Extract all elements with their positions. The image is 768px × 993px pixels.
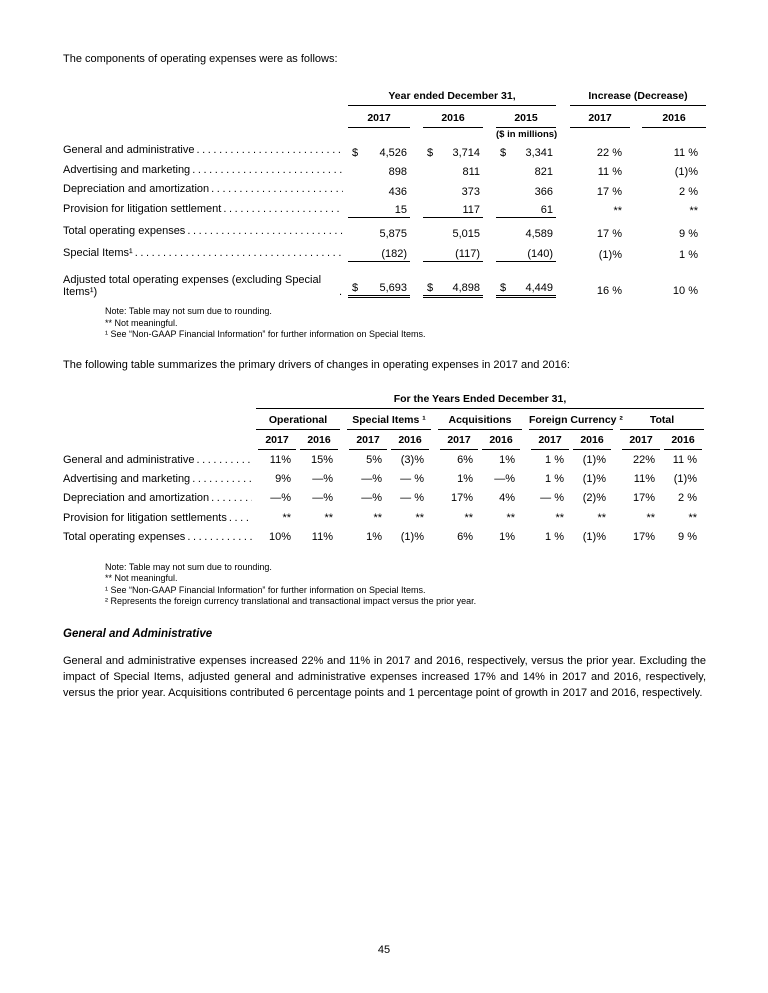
percent-cell: (2)% xyxy=(582,492,606,505)
percent-cell: ** xyxy=(506,511,515,524)
footnote-line: Note: Table may not sum due to rounding. xyxy=(105,306,272,317)
table-row-special-items xyxy=(63,243,706,263)
money-cell: 366 xyxy=(534,185,553,198)
footnote-line: ¹ See “Non-GAAP Financial Information” for further information on Special Items. xyxy=(105,584,426,595)
table2-span-header-row xyxy=(63,393,706,409)
percent-cell: 6% xyxy=(457,530,473,543)
money-cell: 15 xyxy=(348,199,410,219)
dot-leader xyxy=(190,473,252,485)
percent-cell: 9 % xyxy=(678,530,697,543)
money-cell: 5,015 xyxy=(452,227,480,240)
percent-cell: (1)% xyxy=(582,530,606,543)
dot-leader xyxy=(185,531,252,543)
percent-cell: — % xyxy=(400,473,424,486)
increase-cell: 9 % xyxy=(679,227,698,240)
percent-cell: 17% xyxy=(632,492,655,505)
dot-leader xyxy=(190,164,343,176)
row-label: Special Items¹ ..... xyxy=(63,247,348,259)
percent-cell: 6% xyxy=(457,453,473,466)
increase-cell: 11 % xyxy=(597,166,622,179)
percent-cell: 11% xyxy=(269,453,291,466)
operating-expenses-table xyxy=(63,90,706,298)
money-cell: 436 xyxy=(388,185,407,198)
money-cell: 5,875 xyxy=(379,227,407,240)
body-paragraph: General and administrative expenses increased 22% and 11% in 2017 and 2016, respectively, versus the prior year. Excluding the impact of Special Items, adjusted general and administrative expenses increased 17% and 14% in 2017 and 2016, respectively, versus the prior year. Acquisitions contributed 6 percentage points and 1 percentage point of growth in 2017 and 2016, respectively. xyxy=(63,654,706,699)
money-cell: $ 3,714 xyxy=(427,146,480,159)
percent-cell: 1 % xyxy=(545,530,564,543)
increase-cell: ** xyxy=(613,205,622,218)
table-row xyxy=(63,179,706,199)
page-content xyxy=(63,52,706,702)
table2-group-header-row xyxy=(63,414,706,430)
table2-year-header-row xyxy=(63,434,706,450)
table-row-adjusted-total xyxy=(63,266,706,298)
increase-cell: 1 % xyxy=(679,249,698,262)
money-cell: 4,589 xyxy=(525,227,553,240)
table2-footnotes xyxy=(105,562,706,608)
percent-cell: 1 % xyxy=(545,473,564,486)
year-col: 2017 xyxy=(440,434,478,450)
row-label: Advertising and marketing ..... xyxy=(63,473,256,485)
year-col: 2017 xyxy=(258,434,296,450)
table1-col-2016: 2016 xyxy=(423,112,483,128)
increase-cell: 17 % xyxy=(596,227,622,240)
table-row-total xyxy=(63,221,706,241)
year-col: 2017 xyxy=(349,434,387,450)
table1-footnotes xyxy=(105,306,706,341)
percent-cell: ** xyxy=(282,511,291,524)
row-label: General and administrative ..... xyxy=(63,144,348,156)
percent-cell: ** xyxy=(688,511,697,524)
row-label: Provision for litigation settlement ..... xyxy=(63,203,348,215)
footnote-line: ** Not meaningful. xyxy=(105,317,178,328)
year-col: 2016 xyxy=(391,434,429,450)
expense-drivers-table xyxy=(63,393,706,546)
footnote-line: ¹ See “Non-GAAP Financial Information” for further information on Special Items. xyxy=(105,329,426,340)
money-cell: 61 xyxy=(496,199,556,219)
money-cell: 373 xyxy=(461,185,480,198)
table-row xyxy=(63,450,706,469)
percent-cell: 4% xyxy=(499,492,515,505)
row-label: Total operating expenses ..... xyxy=(63,225,348,237)
row-label: Adjusted total operating expenses (excluding Special Items¹) ..... xyxy=(63,274,348,298)
year-col: 2017 xyxy=(622,434,660,450)
table-row xyxy=(63,199,706,219)
money-cell: (182) xyxy=(348,243,410,263)
year-col: 2016 xyxy=(482,434,520,450)
percent-cell: 2 % xyxy=(678,492,697,505)
money-cell: $ 3,341 xyxy=(500,146,553,159)
percent-cell: —% xyxy=(312,492,333,505)
dot-leader xyxy=(227,512,252,524)
dot-leader xyxy=(185,225,343,237)
percent-cell: (1)% xyxy=(673,473,697,486)
percent-cell: 5% xyxy=(366,453,382,466)
percent-cell: ** xyxy=(324,511,333,524)
percent-cell: 11 % xyxy=(672,453,697,466)
percent-cell: — % xyxy=(540,492,564,505)
dot-leader xyxy=(221,203,343,215)
group-special-items: Special Items ¹ xyxy=(347,414,431,430)
percent-cell: ** xyxy=(646,511,655,524)
table1-col-2017: 2017 xyxy=(348,112,410,128)
money-cell: 117 xyxy=(423,199,483,219)
percent-cell: 17% xyxy=(450,492,473,505)
table1-span-header-row xyxy=(63,90,706,106)
table-row xyxy=(63,508,706,527)
money-cell: $ 5,693 xyxy=(348,266,410,298)
percent-cell: —% xyxy=(312,473,333,486)
table-row xyxy=(63,469,706,488)
table1-inc-col-2016: 2016 xyxy=(642,112,706,128)
percent-cell: 1% xyxy=(457,473,473,486)
table-row xyxy=(63,160,706,180)
percent-cell: 9% xyxy=(275,473,291,486)
percent-cell: (1)% xyxy=(582,453,606,466)
percent-cell: (1)% xyxy=(582,473,606,486)
percent-cell: ** xyxy=(415,511,424,524)
money-cell: $ 4,449 xyxy=(496,266,556,298)
increase-cell: 22 % xyxy=(596,146,622,159)
percent-cell: 1% xyxy=(499,453,515,466)
money-cell: (117) xyxy=(423,243,483,263)
table1-inc-col-2017: 2017 xyxy=(570,112,630,128)
page-number: 45 xyxy=(377,944,391,956)
money-cell: 811 xyxy=(462,166,480,179)
money-cell: $ 4,526 xyxy=(352,146,407,159)
money-cell: $ 4,898 xyxy=(423,266,483,298)
percent-cell: 15% xyxy=(310,453,333,466)
table-row xyxy=(63,489,706,508)
row-label: Advertising and marketing ..... xyxy=(63,164,348,176)
percent-cell: 1% xyxy=(499,530,515,543)
money-cell: 898 xyxy=(388,166,407,179)
percent-cell: 11% xyxy=(633,473,655,486)
increase-cell: 17 % xyxy=(596,185,622,198)
percent-cell: ** xyxy=(597,511,606,524)
row-label: General and administrative ..... xyxy=(63,454,256,466)
percent-cell: 1 % xyxy=(545,453,564,466)
table1-span-year-ended: Year ended December 31, xyxy=(348,90,556,106)
dot-leader xyxy=(133,247,343,259)
increase-cell: (1)% xyxy=(674,166,698,179)
money-cell: 821 xyxy=(534,166,553,179)
increase-cell: (1)% xyxy=(598,249,622,262)
dot-leader xyxy=(209,183,343,195)
percent-cell: 17% xyxy=(632,530,655,543)
intro-paragraph-1: The components of operating expenses were as follows: xyxy=(63,53,338,65)
row-label: Provision for litigation settlements ..... xyxy=(63,512,256,524)
increase-cell: 2 % xyxy=(679,185,698,198)
percent-cell: 11% xyxy=(311,530,333,543)
increase-cell: 16 % xyxy=(596,285,622,298)
table-row-total xyxy=(63,527,706,546)
percent-cell: ** xyxy=(373,511,382,524)
dot-leader xyxy=(194,454,252,466)
table2-span-header: For the Years Ended December 31, xyxy=(256,393,704,409)
footnote-line: Note: Table may not sum due to rounding. xyxy=(105,561,272,572)
percent-cell: ** xyxy=(555,511,564,524)
percent-cell: 22% xyxy=(632,453,655,466)
percent-cell: —% xyxy=(494,473,515,486)
year-col: 2017 xyxy=(531,434,569,450)
percent-cell: 10% xyxy=(268,530,291,543)
units-note: ($ in millions) xyxy=(496,129,558,141)
row-label: Total operating expenses ..... xyxy=(63,531,256,543)
group-foreign-currency: Foreign Currency ² xyxy=(529,414,613,430)
table1-span-increase-decrease: Increase (Decrease) xyxy=(570,90,706,106)
percent-cell: ** xyxy=(464,511,473,524)
percent-cell: 1% xyxy=(366,530,382,543)
increase-cell: 11 % xyxy=(673,146,698,159)
percent-cell: —% xyxy=(270,492,291,505)
row-label: Depreciation and amortization ..... xyxy=(63,183,348,195)
percent-cell: — % xyxy=(400,492,424,505)
group-acquisitions: Acquisitions xyxy=(438,414,522,430)
year-col: 2016 xyxy=(300,434,338,450)
increase-cell: 10 % xyxy=(672,285,698,298)
group-total: Total xyxy=(620,414,704,430)
percent-cell: —% xyxy=(361,473,382,486)
percent-cell: (3)% xyxy=(400,453,424,466)
dot-leader xyxy=(337,286,343,298)
dot-leader xyxy=(194,144,343,156)
intro-paragraph-2: The following table summarizes the primary drivers of changes in operating expenses in 2017 and 2016: xyxy=(63,358,570,371)
percent-cell: (1)% xyxy=(400,530,424,543)
footnote-line: ² Represents the foreign currency translational and transactional impact versus the prior year. xyxy=(105,596,477,607)
group-operational: Operational xyxy=(256,414,340,430)
money-cell: (140) xyxy=(496,243,556,263)
section-heading: General and Administrative xyxy=(63,627,213,640)
increase-cell: ** xyxy=(689,205,698,218)
table1-col-2015: 2015 xyxy=(496,112,556,128)
percent-cell: —% xyxy=(361,492,382,505)
year-col: 2016 xyxy=(664,434,702,450)
row-label: Depreciation and amortization ..... xyxy=(63,492,256,504)
footnote-line: ** Not meaningful. xyxy=(105,573,178,584)
year-col: 2016 xyxy=(573,434,611,450)
table1-units-row xyxy=(63,129,706,140)
table-row xyxy=(63,140,706,160)
table1-year-header-row xyxy=(63,112,706,128)
dot-leader xyxy=(209,492,252,504)
